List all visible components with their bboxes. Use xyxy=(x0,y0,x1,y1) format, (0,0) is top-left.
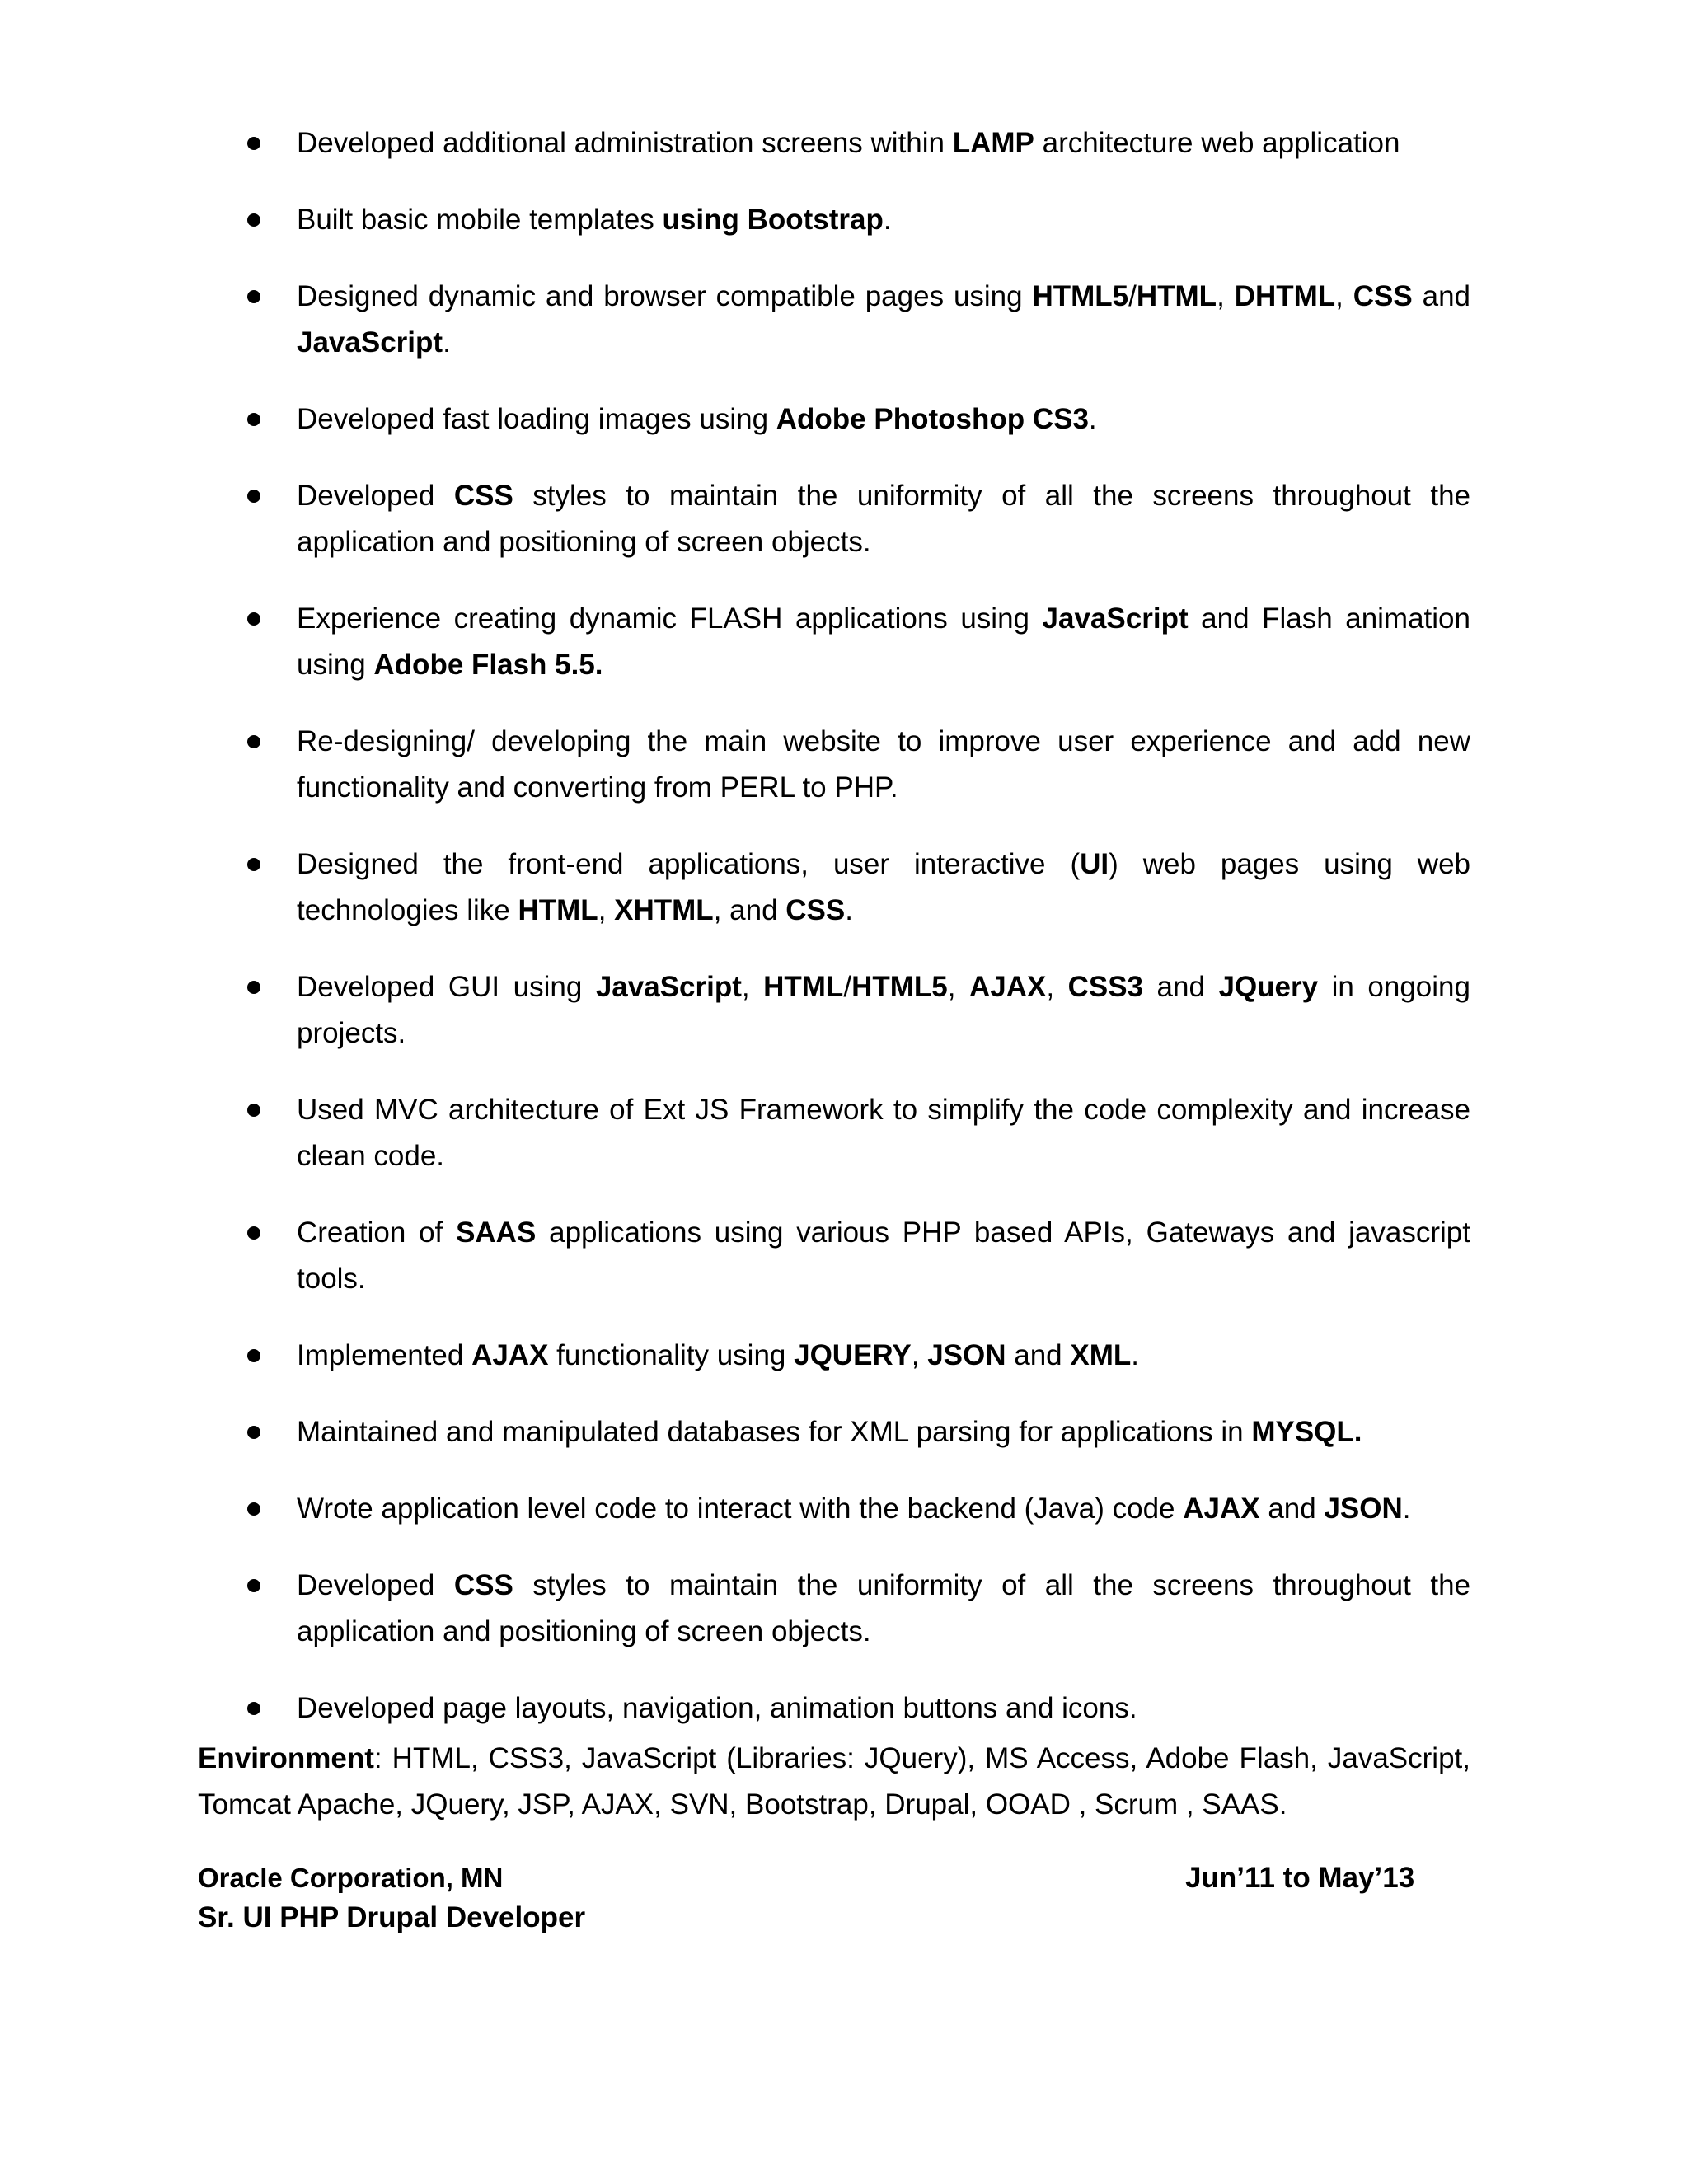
bold-term: HTML xyxy=(763,971,844,1003)
list-item xyxy=(0,964,1470,1057)
bullet-text: Experience creating dynamic FLASH applications using JavaScript and Flash animation using Adobe Flash 5.5. xyxy=(297,602,1470,681)
list-item xyxy=(0,719,1470,811)
bold-term: Adobe Flash 5.5. xyxy=(373,649,603,681)
bold-term: CSS xyxy=(453,480,513,512)
bold-term: SAAS xyxy=(456,1216,537,1249)
bullet-text: Developed fast loading images using Adobe Photoshop CS3. xyxy=(297,403,1097,435)
bold-term: HTML xyxy=(518,894,598,926)
list-item xyxy=(0,1333,1470,1379)
job-header xyxy=(198,1858,1434,1957)
bullet-text: Creation of SAAS applications using various PHP based APIs, Gateways and javascript tools. xyxy=(297,1216,1470,1295)
bullet-text: Developed CSS styles to maintain the uniformity of all the screens throughout the application and positioning of screen objects. xyxy=(297,1569,1470,1647)
bullet-text: Re-designing/ developing the main website to improve user experience and add new functionality and converting from PERL to PHP. xyxy=(297,725,1470,804)
bold-term: JSON xyxy=(1324,1493,1403,1525)
company-name: Oracle Corporation, MN xyxy=(198,1863,504,1893)
list-item xyxy=(0,274,1470,366)
bullet-icon xyxy=(247,1104,260,1117)
bullet-text: Wrote application level code to interact with the backend (Java) code AJAX and JSON. xyxy=(297,1493,1411,1525)
bold-term: AJAX xyxy=(1183,1493,1260,1525)
bold-term: HTML5 xyxy=(851,971,948,1003)
bullet-icon xyxy=(247,490,260,503)
bold-term: XML xyxy=(1070,1339,1132,1371)
bold-term: CSS3 xyxy=(1067,971,1144,1003)
bullet-text: Designed dynamic and browser compatible pages using HTML5/HTML, DHTML, CSS and JavaScript. xyxy=(297,280,1471,359)
list-item xyxy=(0,1409,1470,1455)
responsibilities-list xyxy=(0,120,1688,1762)
bold-term: CSS xyxy=(453,1569,513,1601)
bullet-text: Designed the front-end applications, user interactive (UI) web pages using web technologies like HTML, XHTML, and CSS. xyxy=(297,848,1471,926)
bold-term: CSS xyxy=(785,894,846,926)
bold-term: MYSQL. xyxy=(1251,1416,1362,1448)
bold-term: UI xyxy=(1080,848,1109,880)
bold-term: CSS xyxy=(1353,280,1413,312)
bold-term: HTML xyxy=(1136,280,1217,312)
bullet-icon xyxy=(247,858,260,871)
bullet-text: Developed additional administration screens within LAMP architecture web application xyxy=(297,127,1400,159)
bullet-icon xyxy=(247,612,260,626)
environment-label: Environment xyxy=(198,1742,374,1774)
bullet-text: Developed page layouts, navigation, animation buttons and icons. xyxy=(297,1692,1137,1724)
bullet-icon xyxy=(247,1502,260,1516)
list-item xyxy=(0,120,1470,166)
bullet-icon xyxy=(247,1426,260,1439)
job-dates: Jun’11 to May’13 xyxy=(1185,1862,1415,1894)
bold-term: DHTML xyxy=(1234,280,1336,312)
bold-term: using Bootstrap xyxy=(662,204,884,236)
list-item xyxy=(0,841,1470,934)
bullet-icon xyxy=(247,735,260,748)
list-item xyxy=(0,1210,1470,1302)
environment-paragraph xyxy=(198,1736,1470,1828)
bullet-text: Developed CSS styles to maintain the uniformity of all the screens throughout the application and positioning of screen objects. xyxy=(297,480,1470,558)
bullet-icon xyxy=(247,413,260,426)
bullet-text: Developed GUI using JavaScript, HTML/HTML5, AJAX, CSS3 and JQuery in ongoing projects. xyxy=(297,971,1470,1049)
bold-term: JSON xyxy=(927,1339,1006,1371)
list-item xyxy=(0,1685,1470,1732)
bold-term: AJAX xyxy=(968,971,1047,1003)
environment-text: : HTML, CSS3, JavaScript (Libraries: JQuery), MS Access, Adobe Flash, JavaScript, Tomcat Apache, JQuery, JSP, AJAX, SVN, Bootstrap, Drupal, OOAD , Scrum , SAAS. xyxy=(198,1742,1470,1821)
bullet-text: Maintained and manipulated databases for XML parsing for applications in MYSQL. xyxy=(297,1416,1362,1448)
bullet-icon xyxy=(247,137,260,150)
bullet-text: Implemented AJAX functionality using JQUERY, JSON and XML. xyxy=(297,1339,1139,1371)
bullet-text: Built basic mobile templates using Bootstrap. xyxy=(297,204,892,236)
list-item xyxy=(0,197,1470,243)
bullet-icon xyxy=(247,213,260,227)
bold-term: JavaScript xyxy=(297,326,443,359)
bullet-icon xyxy=(247,981,260,994)
bullet-icon xyxy=(247,1579,260,1592)
bold-term: HTML5 xyxy=(1032,280,1129,312)
bullet-icon xyxy=(247,1349,260,1362)
list-item xyxy=(0,1087,1470,1179)
bold-term: AJAX xyxy=(471,1339,549,1371)
bold-term: JavaScript xyxy=(595,971,742,1003)
list-item xyxy=(0,473,1470,565)
list-item xyxy=(0,1486,1470,1532)
bullet-icon xyxy=(247,1226,260,1240)
list-item xyxy=(0,1563,1470,1655)
bold-term: JQuery xyxy=(1218,971,1319,1003)
bold-term: Adobe Photoshop CS3 xyxy=(776,403,1089,435)
bold-term: LAMP xyxy=(952,127,1034,159)
bullet-icon xyxy=(247,1702,260,1715)
bullet-icon xyxy=(247,290,260,303)
list-item xyxy=(0,396,1470,443)
bold-term: XHTML xyxy=(614,894,714,926)
bold-term: JQUERY xyxy=(794,1339,912,1371)
bold-term: JavaScript xyxy=(1042,602,1189,635)
list-item xyxy=(0,596,1470,688)
bullet-text: Used MVC architecture of Ext JS Framework to simplify the code complexity and increase clean code. xyxy=(297,1094,1470,1172)
job-title: Sr. UI PHP Drupal Developer xyxy=(198,1901,586,1933)
